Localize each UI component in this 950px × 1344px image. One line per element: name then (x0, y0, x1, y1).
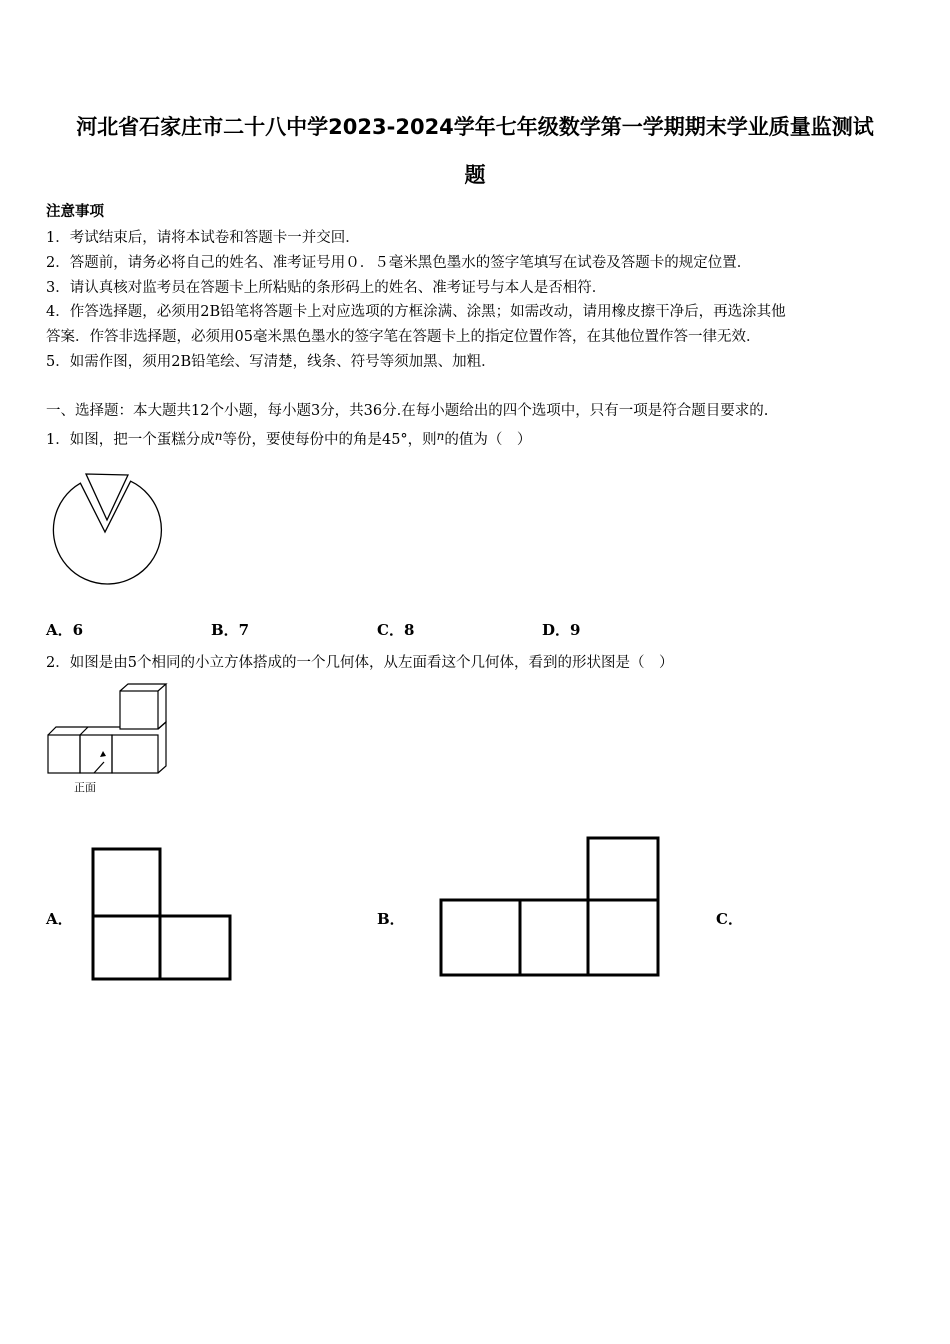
cake-body (53, 481, 161, 584)
doc-title-line1: 河北省石家庄市二十八中学2023-2024学年七年级数学第一学期期末学业质量监测试 (76, 115, 874, 139)
q1-middle: 等份，要使每份中的角是45°，则 (222, 432, 437, 448)
q1-var-n2: n (436, 429, 445, 443)
question-1-text (46, 426, 916, 450)
q1-option-c[interactable]: C．8 (377, 621, 415, 639)
q2-option-b-label[interactable]: B． (377, 910, 405, 928)
notice-item: 5．如需作图，须用2B铅笔绘、写清楚，线条、符号等须加黑、加粗． (46, 354, 496, 370)
q1-option-a[interactable]: A．6 (46, 621, 84, 639)
section-heading: 一、选择题：本大题共12个小题，每小题3分，共36分.在每小题给出的四个选项中，只有一项是符合题目要求的. (46, 403, 769, 419)
q2-option-c-label[interactable]: C． (716, 910, 743, 928)
front-label: 正面 (74, 781, 96, 794)
q2-option-b-figure[interactable] (438, 836, 664, 979)
q1-prefix: 1．如图，把一个蛋糕分成 (46, 432, 215, 448)
notice-item: 2．答题前，请务必将自己的姓名、准考证号用０．５毫米黑色墨水的签字笔填写在试卷及答题卡的规定位置． (46, 255, 752, 271)
cube-solid-figure (44, 678, 174, 798)
q2-option-a-figure[interactable] (90, 846, 236, 982)
q2-option-a-label[interactable]: A． (46, 910, 73, 928)
notice-item: 答案．作答非选择题，必须用05毫米黑色墨水的签字笔在答题卡上的指定位置作答，在其他位置作答一律无效． (46, 329, 761, 345)
q1-suffix: 的值为（ ） (444, 432, 532, 448)
notice-item: 4．作答选择题，必须用2B铅笔将答题卡上对应选项的方框涂满、涂黑；如需改动，请用橡皮擦干净后，再选涂其他 (46, 304, 786, 320)
question-2-text: 2．如图是由5个相同的小立方体搭成的一个几何体，从左面看这个几何体，看到的形状图是（ ） (46, 655, 674, 671)
cake-slice (86, 474, 128, 520)
notice-item: 3．请认真核对监考员在答题卡上所粘贴的条形码上的姓名、准考证号与本人是否相符． (46, 280, 607, 296)
cake-figure (50, 470, 165, 588)
q1-var-n: n (214, 429, 223, 443)
doc-title-line2: 题 (464, 163, 486, 187)
notice-heading: 注意事项 (46, 203, 104, 220)
q1-option-b[interactable]: B．7 (211, 621, 250, 639)
q1-option-d[interactable]: D．9 (542, 621, 581, 639)
notice-item: 1．考试结束后，请将本试卷和答题卡一并交回． (46, 230, 360, 246)
